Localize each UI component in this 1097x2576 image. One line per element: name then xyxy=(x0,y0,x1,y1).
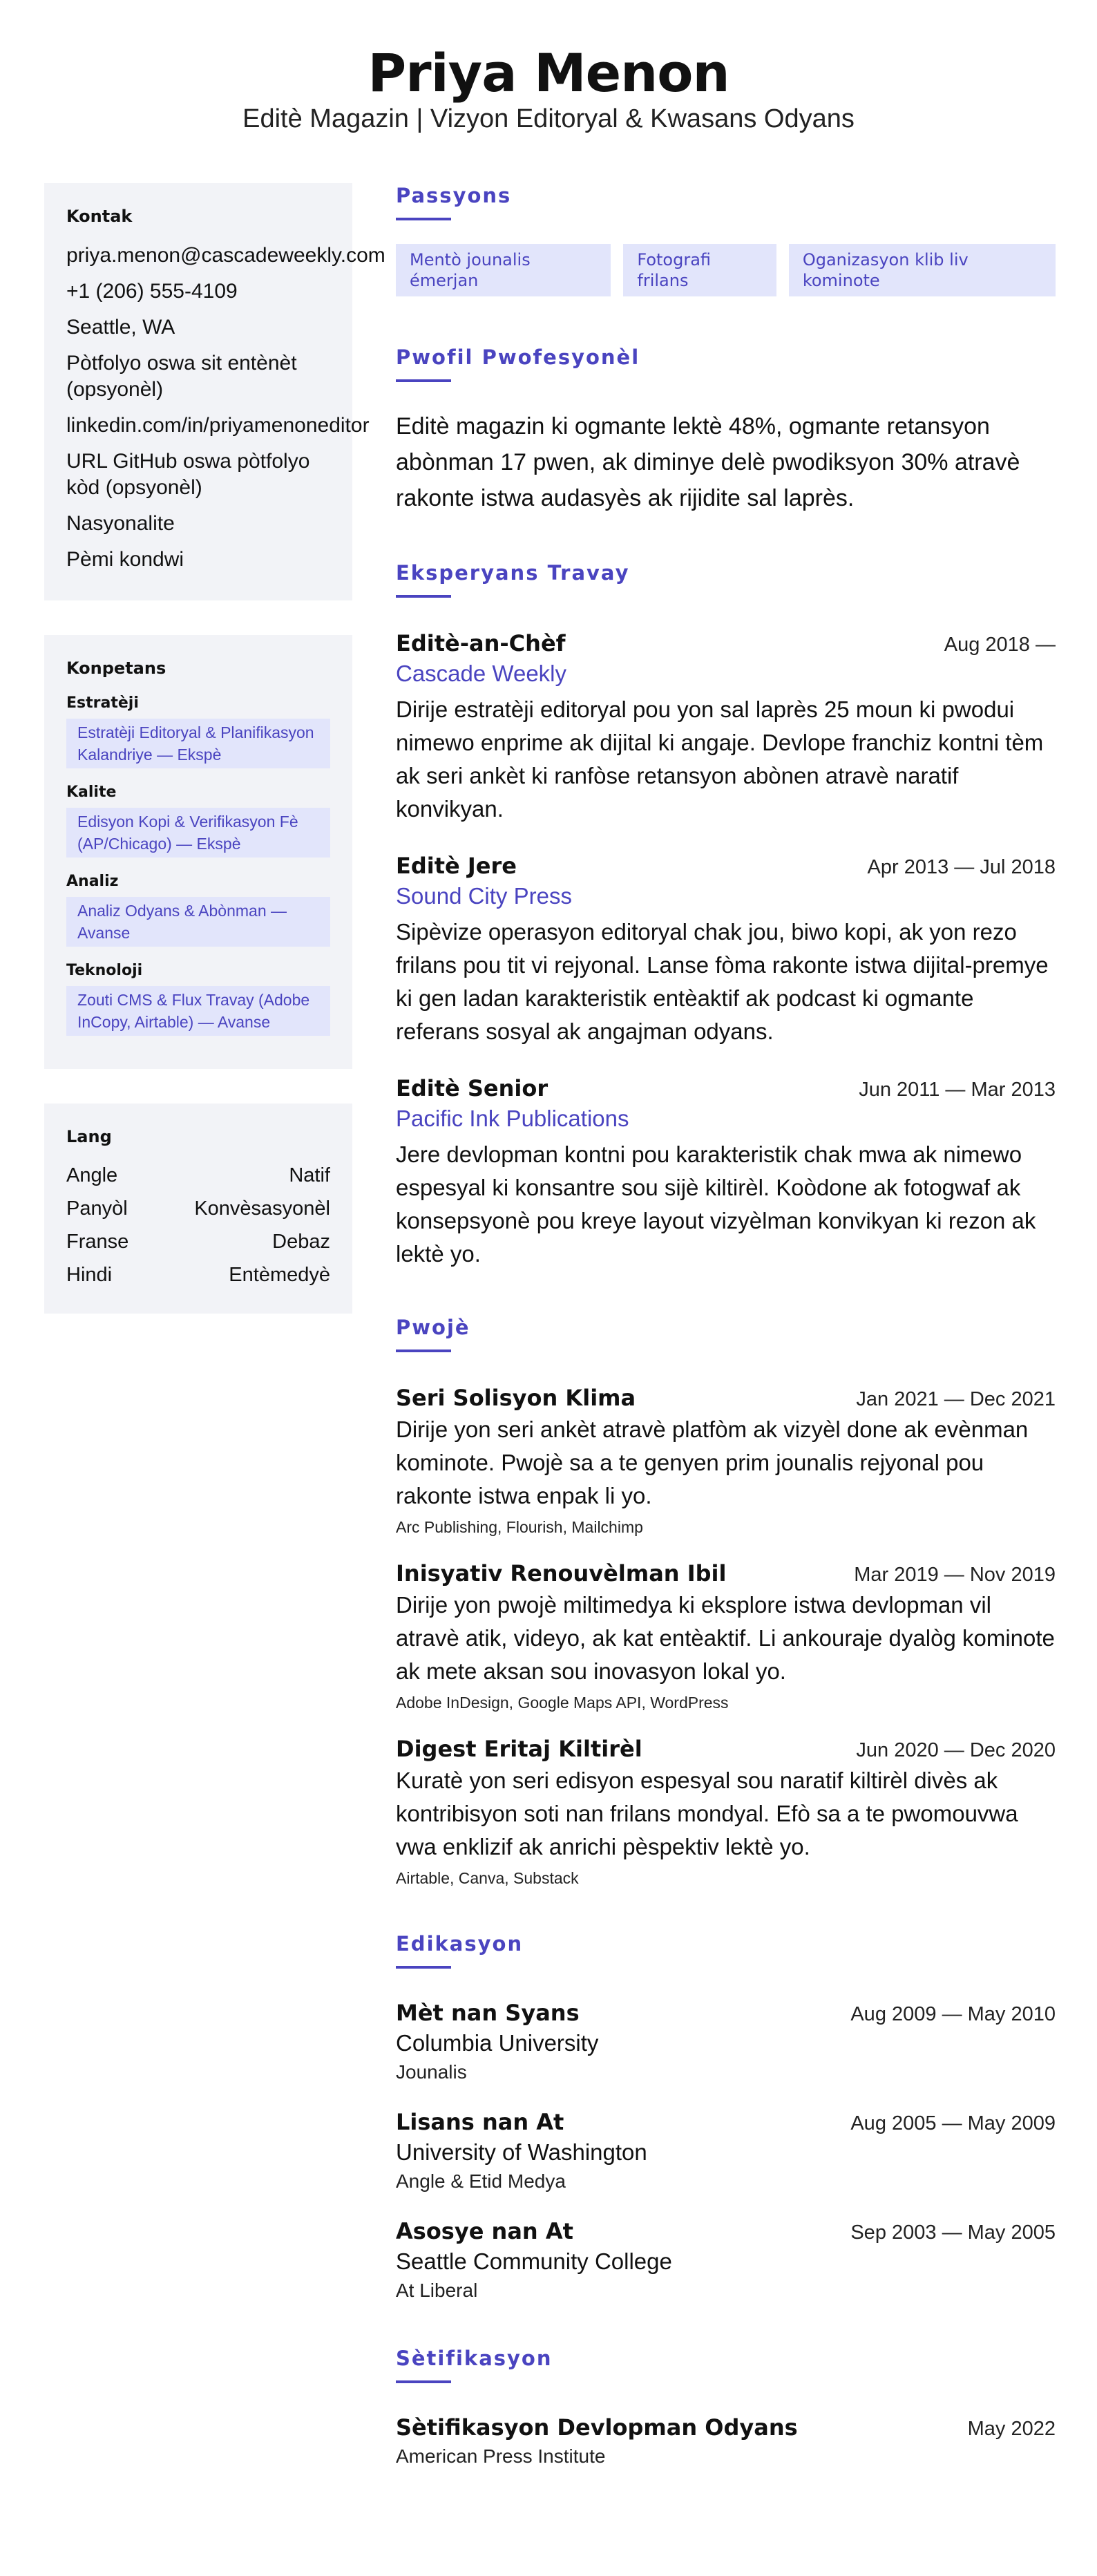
education-dates: Aug 2009 — May 2010 xyxy=(850,2003,1056,2025)
skill-category: Teknoloji xyxy=(66,962,143,979)
project-entry xyxy=(396,1383,1056,1539)
contact-card xyxy=(44,183,385,600)
project-tools: Arc Publishing, Flourish, Mailchimp xyxy=(396,1518,643,1536)
language-level: Entèmedyè xyxy=(229,1264,330,1286)
degree-name: Mèt nan Syans xyxy=(396,2000,580,2026)
section-heading: Pwojè xyxy=(396,1316,470,1339)
certification-name: Sètifikasyon Devlopman Odyans xyxy=(396,2414,798,2441)
contact-github[interactable]: URL GitHub oswa pòtfolyo kòd (opsyonèl) xyxy=(66,450,310,499)
language-row xyxy=(66,1196,330,1221)
sidebar xyxy=(44,183,385,1348)
skill-chip: Edisyon Kopi & Verifikasyon Fè (AP/Chicago) — Ekspè xyxy=(66,808,330,858)
section-divider xyxy=(396,1966,451,1969)
section-heading: Pwofil Pwofesyonèl xyxy=(396,345,640,369)
passion-tag: Fotografi frilans xyxy=(623,244,776,296)
contact-location: Seattle, WA xyxy=(66,316,175,339)
section-divider xyxy=(396,1349,451,1352)
section-divider xyxy=(396,2380,451,2383)
project-description: Dirije yon seri ankèt atravè platfòm ak vizyèl done ak evènman kominote. Pwojè sa a te genyen prim jounalis rejyonal pou rakonte istwa enpak li yo. xyxy=(396,1417,1029,1508)
candidate-title: Editè Magazin | Vizyon Editoryal & Kwasans Odyans xyxy=(242,104,855,133)
section-heading: Passyons xyxy=(396,184,512,207)
field-of-study: Angle & Etid Medya xyxy=(396,2170,566,2192)
skill-category: Estratèji xyxy=(66,694,139,712)
section-divider xyxy=(396,218,451,220)
project-tools: Adobe InDesign, Google Maps API, WordPress xyxy=(396,1694,729,1712)
skills-card xyxy=(44,635,352,1069)
degree-name: Lisans nan At xyxy=(396,2109,564,2135)
contact-nationality: Nasyonalite xyxy=(66,512,175,535)
certifications-section xyxy=(396,2346,1056,2470)
project-dates: Jun 2020 — Dec 2020 xyxy=(856,1739,1056,1761)
contact-heading: Kontak xyxy=(66,207,133,226)
language-level: Debaz xyxy=(272,1231,330,1253)
contact-license: Pèmi kondwi xyxy=(66,548,184,571)
main-column xyxy=(396,183,1056,2470)
language-name: Angle xyxy=(66,1164,118,1186)
profile-section xyxy=(396,345,1056,516)
job-dates: Jun 2011 — Mar 2013 xyxy=(859,1079,1056,1101)
project-dates: Mar 2019 — Nov 2019 xyxy=(854,1564,1056,1586)
education-entry xyxy=(396,1998,1056,2086)
job-dates: Apr 2013 — Jul 2018 xyxy=(867,856,1056,878)
job-description: Sipèvize operasyon editoryal chak jou, biwo kopi, ak yon rezo frilans pou tit vi rejyonal. Lanse fòma rakonte istwa dijital-premye ki gen ladan karakteristik entèaktif ak podcast ki ogmante referans sosyal ak angajman odyans. xyxy=(396,919,1049,1044)
language-level: Natif xyxy=(289,1164,330,1186)
language-name: Panyòl xyxy=(66,1197,128,1220)
project-description: Kuratè yon seri edisyon espesyal sou naratif kiltirèl divès ak kontribisyon soti nan frilans mondyal. Efò sa a te pwomouvwa vwa enklizif ak anrichi pèspektiv lektè yo. xyxy=(396,1768,1018,1859)
language-row xyxy=(66,1163,330,1188)
project-tools: Airtable, Canva, Substack xyxy=(396,1869,579,1887)
job-title: Editè Jere xyxy=(396,853,517,879)
job-description: Jere devlopman kontni pou karakteristik chak mwa ak nimewo espesyal ki konsantre sou sijè kiltirèl. Koòdone ak fotogwaf ak konsepsyonè pou kreye layout vizyèlman konvikyan ki rezon ak lektè yo. xyxy=(396,1142,1036,1267)
language-name: Franse xyxy=(66,1231,129,1253)
job-description: Dirije estratèji editoryal pou yon sal laprès 25 moun ki pwodui nimewo enprime ak dijital ki angaje. Devlope franchiz kontni tèm ak seri ankèt ki ranfòse retansyon abònen atravè naratif konvikyan. xyxy=(396,697,1044,822)
project-description: Dirije yon pwojè miltimedya ki eksplore istwa devlopman vil atravè atik, videyo, ak kat entèaktif. Li ankouraje dyalòg kominote ak mete aksan sou inovasyon lokal yo. xyxy=(396,1592,1055,1684)
section-divider xyxy=(396,379,451,382)
language-name: Hindi xyxy=(66,1264,113,1286)
language-row xyxy=(66,1262,330,1287)
school-name: Seattle Community College xyxy=(396,2248,672,2274)
section-heading: Sètifikasyon xyxy=(396,2347,553,2370)
skill-chip: Estratèji Editoryal & Planifikasyon Kalandriye — Ekspè xyxy=(66,719,330,768)
education-entry xyxy=(396,2107,1056,2195)
certification-issuer: American Press Institute xyxy=(396,2445,606,2467)
passion-tag: Oganizasyon klib liv kominote xyxy=(789,244,1056,296)
degree-name: Asosye nan At xyxy=(396,2218,573,2244)
skill-category: Analiz xyxy=(66,873,119,890)
passions-section xyxy=(396,183,1056,296)
contact-linkedin[interactable]: linkedin.com/in/priyamenoneditor xyxy=(66,414,370,437)
job-dates: Aug 2018 — xyxy=(944,634,1056,656)
contact-portfolio[interactable]: Pòtfolyo oswa sit entènèt (opsyonèl) xyxy=(66,352,297,401)
experience-entry xyxy=(396,851,1056,1048)
project-dates: Jan 2021 — Dec 2021 xyxy=(856,1388,1056,1410)
language-level: Konvèsasyonèl xyxy=(194,1197,330,1220)
employer-name: Cascade Weekly xyxy=(396,661,567,686)
contact-phone[interactable]: +1 (206) 555-4109 xyxy=(66,280,238,303)
candidate-name: Priya Menon xyxy=(368,42,729,104)
job-title: Editè-an-Chèf xyxy=(396,630,566,656)
passion-tag: Mentò jounalis émerjan xyxy=(396,244,611,296)
resume-header xyxy=(0,40,1097,135)
field-of-study: Jounalis xyxy=(396,2061,467,2083)
experience-section xyxy=(396,560,1056,1271)
project-name: Seri Solisyon Klima xyxy=(396,1385,636,1411)
project-entry xyxy=(396,1558,1056,1714)
skill-category: Kalite xyxy=(66,784,117,801)
languages-heading: Lang xyxy=(66,1127,112,1146)
language-row xyxy=(66,1229,330,1254)
education-dates: Aug 2005 — May 2009 xyxy=(850,2112,1056,2134)
languages-card xyxy=(44,1104,352,1314)
skill-chip: Zouti CMS & Flux Travay (Adobe InCopy, Airtable) — Avanse xyxy=(66,986,330,1036)
experience-entry xyxy=(396,628,1056,826)
education-entry xyxy=(396,2216,1056,2304)
certification-date: May 2022 xyxy=(967,2418,1056,2440)
project-name: Digest Eritaj Kiltirèl xyxy=(396,1736,642,1762)
section-divider xyxy=(396,595,451,598)
job-title: Editè Senior xyxy=(396,1075,548,1101)
education-section xyxy=(396,1931,1056,2304)
passion-tags xyxy=(396,244,1056,296)
section-heading: Eksperyans Travay xyxy=(396,561,630,585)
projects-section xyxy=(396,1315,1056,1890)
school-name: Columbia University xyxy=(396,2030,599,2056)
project-entry xyxy=(396,1734,1056,1890)
section-heading: Edikasyon xyxy=(396,1932,524,1955)
school-name: University of Washington xyxy=(396,2139,647,2165)
certification-entry xyxy=(396,2412,1056,2470)
project-name: Inisyativ Renouvèlman Ibil xyxy=(396,1560,727,1587)
education-dates: Sep 2003 — May 2005 xyxy=(850,2222,1056,2244)
skill-chip: Analiz Odyans & Abònman — Avanse xyxy=(66,897,330,947)
employer-name: Pacific Ink Publications xyxy=(396,1106,629,1131)
contact-email[interactable]: priya.menon@cascadeweekly.com xyxy=(66,244,385,267)
experience-entry xyxy=(396,1073,1056,1271)
field-of-study: At Liberal xyxy=(396,2280,478,2301)
profile-summary: Editè magazin ki ogmante lektè 48%, ogmante retansyon abònman 17 pwen, ak diminye delè pwodiksyon 30% atravè rakonte istwa audasyès ak rijidite sal laprès. xyxy=(396,413,1020,511)
employer-name: Sound City Press xyxy=(396,883,572,909)
skills-heading: Konpetans xyxy=(66,659,166,678)
